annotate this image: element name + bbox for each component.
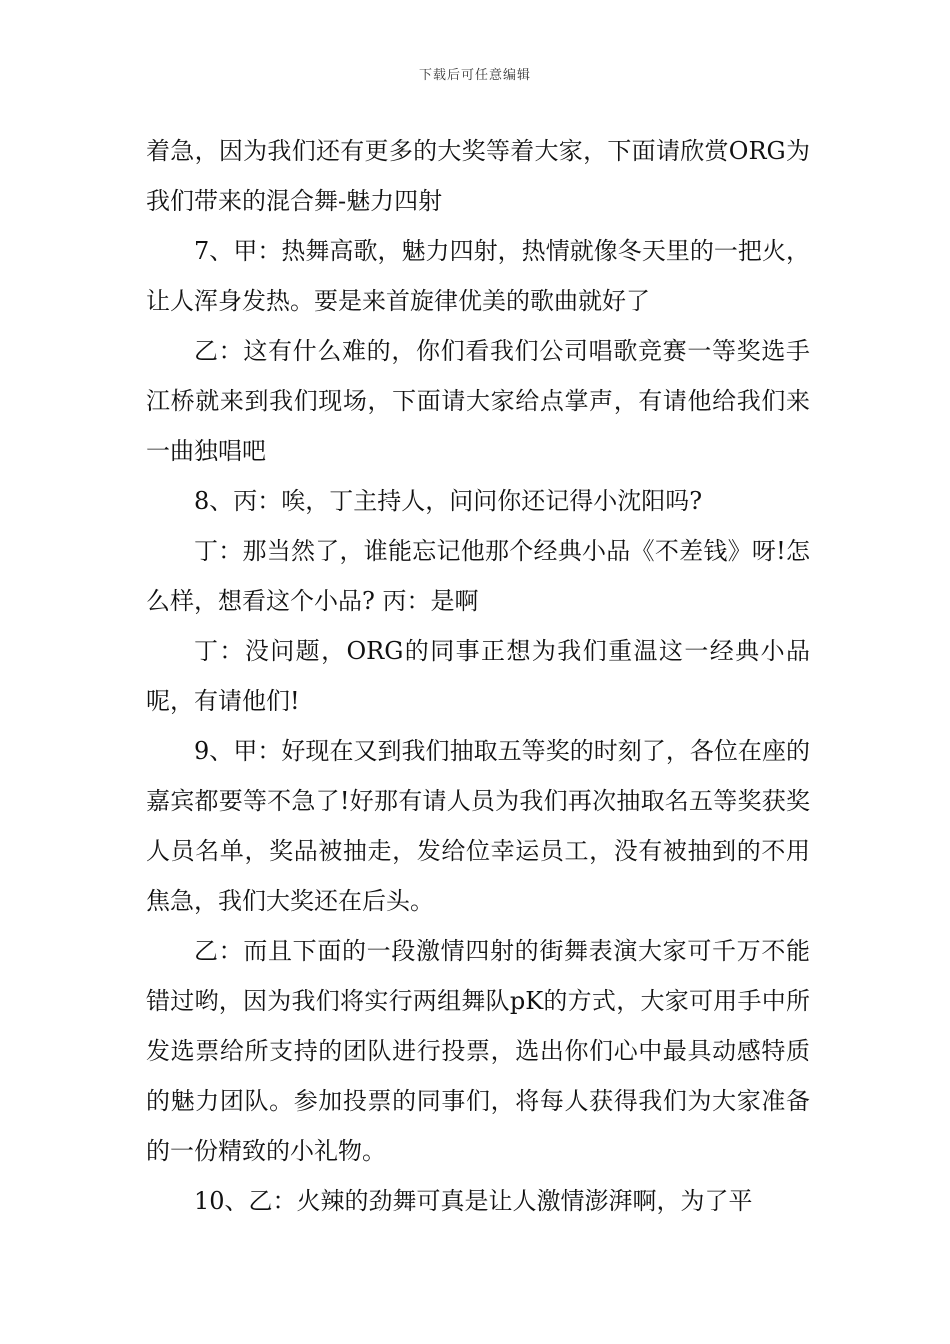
paragraph-3: 乙：这有什么难的，你们看我们公司唱歌竞赛一等奖选手江桥就来到我们现场，下面请大家给点掌声，有请他给我们来一曲独唱吧	[146, 337, 810, 465]
paragraph-7: 9、甲：好现在又到我们抽取五等奖的时刻了，各位在座的嘉宾都要等不急了!好那有请人员为我们再次抽取名五等奖获奖人员名单，奖品被抽走，发给位幸运员工，没有被抽到的不用焦急，我们大奖还在后头。	[146, 737, 810, 915]
paragraph-5: 丁：那当然了，谁能忘记他那个经典小品《不差钱》呀!怎么样，想看这个小品? 丙：是啊	[146, 537, 810, 615]
document-body	[146, 126, 810, 1226]
paragraph-4: 8、丙：唉，丁主持人，问问你还记得小沈阳吗?	[194, 487, 703, 515]
paragraph-6: 丁：没问题，ORG的同事正想为我们重温这一经典小品呢，有请他们!	[146, 637, 810, 715]
paragraph-1: 着急，因为我们还有更多的大奖等着大家，下面请欣赏ORG为我们带来的混合舞-魅力四射	[146, 137, 810, 215]
paragraph-9: 10、乙：火辣的劲舞可真是让人激情澎湃啊，为了平	[194, 1187, 753, 1215]
paragraph-2: 7、甲：热舞高歌，魅力四射，热情就像冬天里的一把火，让人浑身发热。要是来首旋律优美的歌曲就好了	[146, 237, 810, 315]
paragraph-8: 乙：而且下面的一段激情四射的街舞表演大家可千万不能错过哟，因为我们将实行两组舞队pK的方式，大家可用手中所发选票给所支持的团队进行投票，选出你们心中最具动感特质的魅力团队。参加投票的同事们，将每人获得我们为大家准备的一份精致的小礼物。	[146, 937, 810, 1165]
page-header: 下载后可任意编辑	[418, 68, 531, 83]
